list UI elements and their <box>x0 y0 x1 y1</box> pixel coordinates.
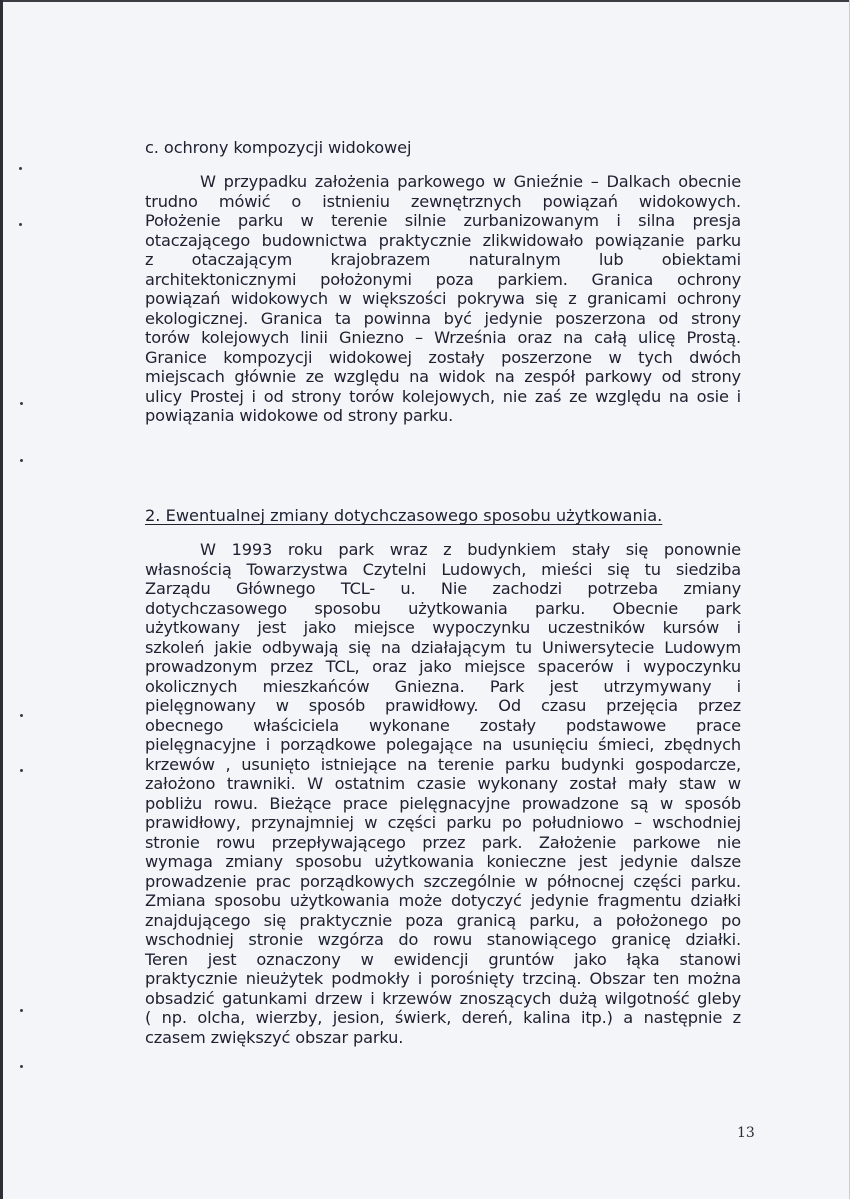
text-line: miejscach głównie ze względu na widok na zespół parkowy od strony <box>145 367 741 386</box>
text-line: Położenie parku w terenie silnie zurbanizowanym i silna presja <box>145 211 741 230</box>
paragraph-view-composition <box>145 172 741 426</box>
text-line: ( np. olcha, wierzby, jesion, świerk, dereń, kalina itp.) a następnie z <box>145 1008 741 1027</box>
text-line: pielęgnowany w sposób prawidłowy. Od czasu przejęcia przez <box>145 696 741 715</box>
text-line: Granice kompozycji widokowej zostały poszerzone w tych dwóch <box>145 347 741 367</box>
text-line: obecnego właściciela wykonane zostały podstawowe prace <box>145 715 741 735</box>
text-line: prawidłowy, przynajmniej w części parku po południowo – wschodniej <box>145 813 741 832</box>
text-line: znajdującego się praktycznie poza granicą parku, a położonego po <box>145 910 741 930</box>
text-line: założono trawniki. W ostatnim czasie wykonany został mały staw w <box>145 774 741 793</box>
subsection-heading: c. ochrony kompozycji widokowej <box>145 138 412 157</box>
text-line: Zmiana sposobu użytkowania może dotyczyć jedynie fragmentu działki <box>145 891 741 910</box>
text-line: ekologicznej. Granica ta powinna być jedynie poszerzona od strony <box>145 308 741 328</box>
text-line: powiązania widokowe od strony parku. <box>145 406 454 425</box>
text-line: wschodniej stronie wzgórza do rowu stanowiącego granicę działki. <box>145 930 741 949</box>
section-heading: 2. Ewentualnej zmiany dotychczasowego sposobu użytkowania. <box>145 506 663 525</box>
text-line: torów kolejowych linii Gniezno – Września oraz na całą ulicę Prostą. <box>145 328 741 347</box>
paragraph-land-use <box>145 540 741 1047</box>
text-line: Teren jest oznaczony w ewidencji gruntów jako łąka stanowi <box>145 949 741 969</box>
text-line: architektonicznymi położonymi poza parkiem. Granica ochrony <box>145 269 741 289</box>
text-line: otaczającego budownictwa praktycznie zlikwidowało powiązanie parku <box>145 230 741 250</box>
text-line: trudno mówić o istnieniu zewnętrznych powiązań widokowych. <box>145 191 741 211</box>
text-line: W 1993 roku park wraz z budynkiem stały się ponownie <box>200 540 741 559</box>
text-line: praktycznie nieużytek podmokły i porośnięty trzciną. Obszar ten można <box>145 969 741 988</box>
binding-hole-mark <box>20 769 23 772</box>
text-line: dotychczasowego sposobu użytkowania parku. Obecnie park <box>145 598 741 618</box>
text-line: użytkowany jest jako miejsce wypoczynku uczestników kursów i <box>145 618 741 637</box>
scan-border-top <box>0 0 850 2</box>
binding-hole-mark <box>19 167 22 170</box>
text-line: szkoleń jakie odbywają się na działającym tu Uniwersytecie Ludowym <box>145 637 741 657</box>
text-line: prowadzenie prac porządkowych szczególnie w północnej części parku. <box>145 871 741 891</box>
text-line: W przypadku założenia parkowego w Gnieźnie – Dalkach obecnie <box>200 172 741 191</box>
text-line: pobliżu rowu. Bieżące prace pielęgnacyjne prowadzone są w sposób <box>145 793 741 813</box>
text-line: okolicznych mieszkańców Gniezna. Park jest utrzymywany i <box>145 676 741 696</box>
text-line: ulicy Prostej i od strony torów kolejowych, nie zaś ze względu na osie i <box>145 386 741 406</box>
page-number: 13 <box>737 1125 755 1141</box>
binding-hole-mark <box>20 459 23 462</box>
text-line: krzewów , usunięto istniejące na terenie parku budynki gospodarcze, <box>145 754 741 774</box>
text-line: czasem zwiększyć obszar parku. <box>145 1027 404 1047</box>
text-line: powiązań widokowych w większości pokrywa się z granicami ochrony <box>145 289 741 308</box>
text-line: wymaga zmiany sposobu użytkowania konieczne jest jedynie dalsze <box>145 852 741 871</box>
text-line: Zarządu Głównego TCL- u. Nie zachodzi potrzeba zmiany <box>145 579 741 598</box>
text-line: obsadzić gatunkami drzew i krzewów znoszących dużą wilgotność gleby <box>145 988 741 1008</box>
text-line: własnością Towarzystwa Czytelni Ludowych, mieści się tu siedziba <box>145 559 741 579</box>
text-line: z otaczającym krajobrazem naturalnym lub obiektami <box>145 250 741 269</box>
binding-hole-mark <box>20 1065 23 1068</box>
binding-hole-mark <box>20 402 23 405</box>
binding-hole-mark <box>20 714 23 717</box>
binding-hole-mark <box>20 1009 23 1012</box>
scan-border-left <box>0 0 3 1199</box>
binding-hole-mark <box>19 223 22 226</box>
text-line: pielęgnacyjne i porządkowe polegające na usunięciu śmieci, zbędnych <box>145 735 741 754</box>
text-line: prowadzonym przez TCL, oraz jako miejsce spacerów i wypoczynku <box>145 657 741 676</box>
text-line: stronie rowu przepływającego przez park. Założenie parkowe nie <box>145 832 741 852</box>
